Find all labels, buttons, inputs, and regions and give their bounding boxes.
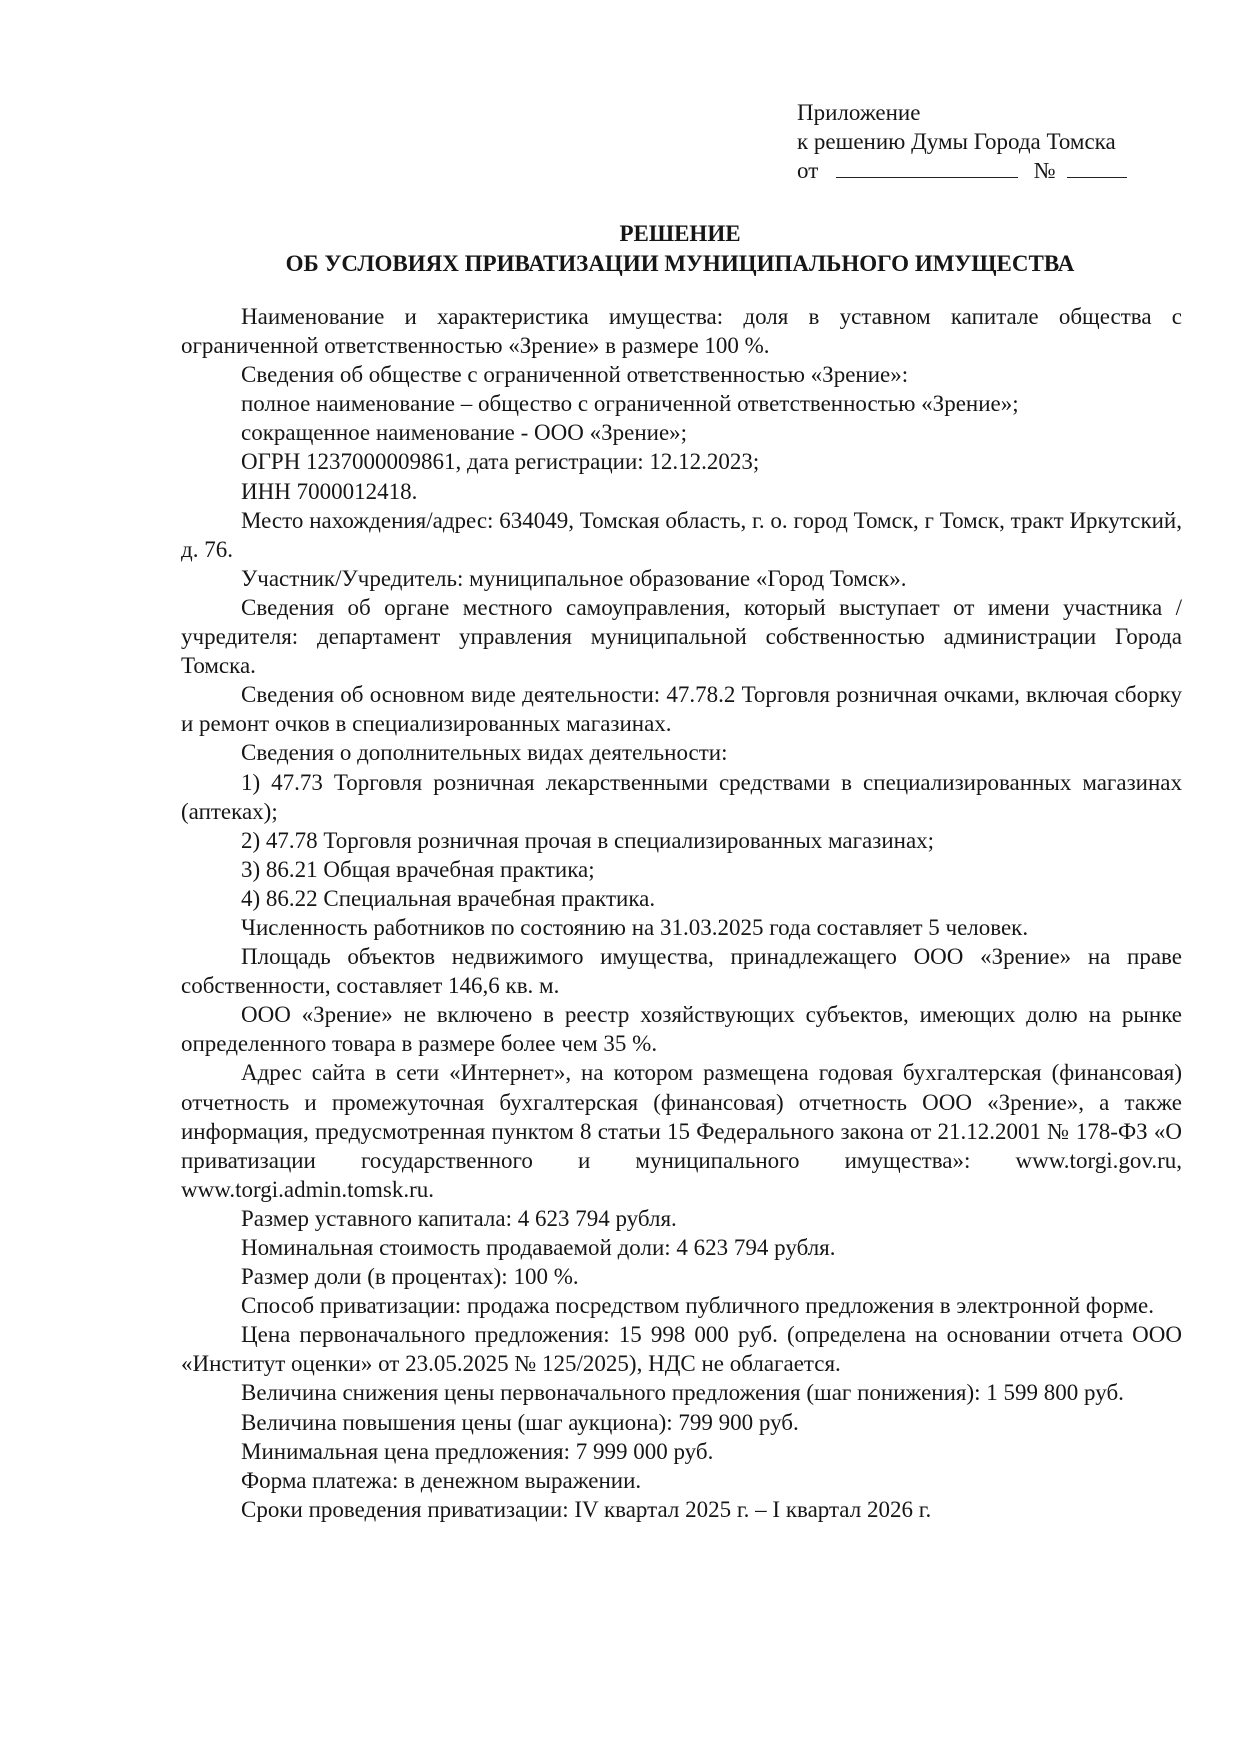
- list-item: 1) 47.73 Торговля розничная лекарственными средствами в специализированных магазинах (аптеках);: [181, 769, 1182, 824]
- paragraph: Размер доли (в процентах): 100 %.: [241, 1264, 579, 1290]
- appendix-line-1: Приложение: [797, 100, 921, 125]
- paragraph: Величина повышения цены (шаг аукциона): 799 900 руб.: [241, 1409, 799, 1435]
- document-title: [180, 219, 1180, 279]
- paragraph: Численность работников по состоянию на 31.03.2025 года составляет 5 человек.: [241, 914, 1029, 940]
- paragraph: Номинальная стоимость продаваемой доли: 4 623 794 рубля.: [241, 1235, 836, 1260]
- paragraph: Площадь объектов недвижимого имущества, принадлежащего ООО «Зрение» на праве собственности, составляет 146,6 кв. м.: [181, 944, 1182, 999]
- number-blank: [1067, 157, 1127, 178]
- paragraph: Величина снижения цены первоначального предложения (шаг понижения): 1 599 800 руб.: [241, 1380, 1124, 1406]
- paragraph: Способ приватизации: продажа посредством публичного предложения в электронной форме.: [241, 1293, 1154, 1319]
- paragraph: Размер уставного капитала: 4 623 794 рубля.: [241, 1205, 677, 1231]
- date-blank: [836, 157, 1018, 178]
- paragraph: Место нахождения/адрес: 634049, Томская область, г. о. город Томск, г Томск, тракт Иркутский, д. 76.: [181, 507, 1182, 562]
- appendix-line-2: к решению Думы Города Томска: [797, 129, 1116, 154]
- paragraph: Сведения об органе местного самоуправления, который выступает от имени участника / учредителя: департамент управления муниципальной собственностью администрации Города Томска.: [181, 594, 1182, 679]
- paragraph: Сведения об обществе с ограниченной ответственностью «Зрение»:: [241, 362, 909, 388]
- title-line-1: РЕШЕНИЕ: [619, 221, 741, 246]
- list-item: 3) 86.21 Общая врачебная практика;: [241, 856, 595, 882]
- paragraph: Цена первоначального предложения: 15 998 000 руб. (определена на основании отчета ООО «Институт оценки» от 23.05.2025 № 125/2025), НДС не облагается.: [181, 1322, 1182, 1377]
- paragraph: ИНН 7000012418.: [241, 478, 418, 504]
- paragraph: Участник/Учредитель: муниципальное образование «Город Томск».: [241, 565, 907, 591]
- paragraph: Сроки проведения приватизации: IV квартал 2025 г. – I квартал 2026 г.: [241, 1496, 932, 1522]
- appendix-header: [797, 98, 1217, 185]
- paragraph: Сведения об основном виде деятельности: 47.78.2 Торговля розничная очками, включая сборку и ремонт очков в специализированных магазинах.: [181, 682, 1182, 737]
- appendix-line-3: [797, 156, 1217, 185]
- paragraph: ООО «Зрение» не включено в реестр хозяйствующих субъектов, имеющих долю на рынке определенного товара в размере более чем 35 %.: [181, 1002, 1182, 1057]
- paragraph: Минимальная цена предложения: 7 999 000 руб.: [241, 1438, 714, 1464]
- date-prefix: от: [797, 158, 819, 183]
- paragraph: ОГРН 1237000009861, дата регистрации: 12.12.2023;: [241, 449, 760, 475]
- title-line-2: ОБ УСЛОВИЯХ ПРИВАТИЗАЦИИ МУНИЦИПАЛЬНОГО ИМУЩЕСТВА: [285, 251, 1075, 276]
- list-item: 4) 86.22 Специальная врачебная практика.: [241, 885, 656, 911]
- number-sign: №: [1033, 158, 1056, 183]
- paragraph: полное наименование – общество с ограниченной ответственностью «Зрение»;: [241, 391, 1019, 417]
- paragraph: Адрес сайта в сети «Интернет», на котором размещена годовая бухгалтерская (финансовая) отчетность и промежуточная бухгалтерская (финансовая) отчетность ООО «Зрение», а также информация, предусмотренная пунктом 8 статьи 15 Федерального закона от 21.12.2001 № 178-ФЗ «О приватизации государственного и муниципального имущества»: www.torgi.gov.ru, www.torgi.admin.tomsk.ru.: [181, 1060, 1182, 1202]
- paragraph: сокращенное наименование - ООО «Зрение»;: [241, 420, 688, 446]
- paragraph: Форма платежа: в денежном выражении.: [241, 1467, 642, 1493]
- paragraph: Сведения о дополнительных видах деятельности:: [241, 740, 728, 766]
- document-body: [181, 302, 1182, 1524]
- paragraph: Наименование и характеристика имущества: доля в уставном капитале общества с ограниченной ответственностью «Зрение» в размере 100 %.: [181, 304, 1182, 359]
- list-item: 2) 47.78 Торговля розничная прочая в специализированных магазинах;: [241, 827, 935, 853]
